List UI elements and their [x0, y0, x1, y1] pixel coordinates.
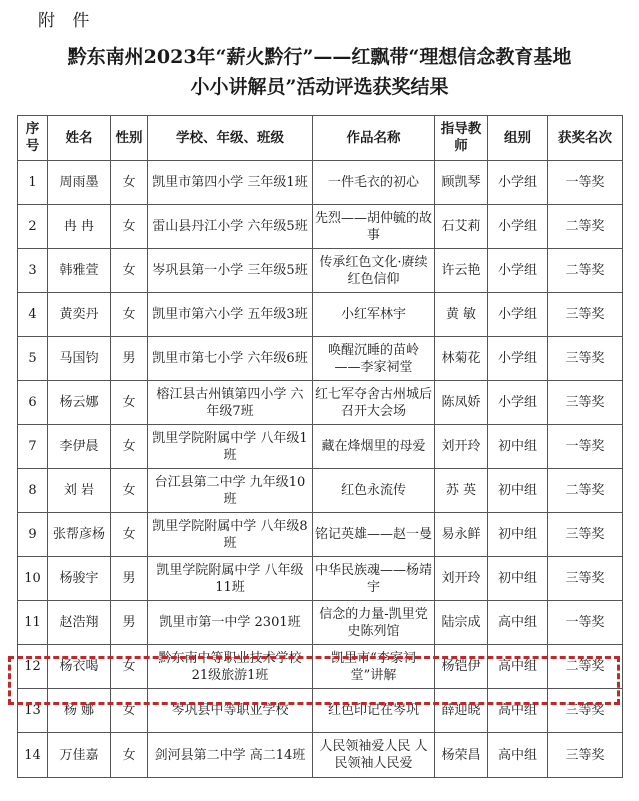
header-cell: 作品名称: [313, 116, 435, 161]
header-cell: 组别: [488, 116, 548, 161]
gender-cell: 女: [111, 425, 148, 469]
group-cell: 高中组: [488, 689, 548, 733]
header-cell: 姓名: [48, 116, 111, 161]
work-title-cell: 红七军夺舍古州城后召开大会场: [313, 381, 435, 425]
gender-cell: 男: [111, 557, 148, 601]
teacher-cell: 刘开玲: [435, 425, 488, 469]
name-cell: 杨 娜: [48, 689, 111, 733]
name-cell: 万佳嘉: [48, 733, 111, 778]
header-cell: 获奖名次: [548, 116, 623, 161]
table-row: [18, 337, 623, 381]
award-cell: 一等奖: [548, 425, 623, 469]
gender-cell: 女: [111, 161, 148, 205]
name-cell: 马国钧: [48, 337, 111, 381]
gender-cell: 女: [111, 733, 148, 778]
group-cell: 小学组: [488, 381, 548, 425]
header-cell: 指导教师: [435, 116, 488, 161]
name-cell: 黄奕丹: [48, 293, 111, 337]
group-cell: 小学组: [488, 205, 548, 249]
school-cell: 剑河县第二中学 高二14班: [148, 733, 313, 778]
award-cell: 三等奖: [548, 337, 623, 381]
name-cell: 周雨墨: [48, 161, 111, 205]
serial-cell: 11: [18, 601, 48, 645]
school-cell: 榕江县古州镇第四小学 六年级7班: [148, 381, 313, 425]
title-line-2: 小小讲解员”活动评选获奖结果: [190, 76, 449, 98]
work-title-cell: 信念的力量-凯里党史陈列馆: [313, 601, 435, 645]
name-cell: 杨骏宇: [48, 557, 111, 601]
teacher-cell: 陆宗成: [435, 601, 488, 645]
document-title: [0, 42, 639, 102]
header-cell: 序号: [18, 116, 48, 161]
name-cell: 赵浩翔: [48, 601, 111, 645]
award-cell: 三等奖: [548, 381, 623, 425]
header-cell: 性别: [111, 116, 148, 161]
serial-cell: 4: [18, 293, 48, 337]
teacher-cell: 许云艳: [435, 249, 488, 293]
table-row: [18, 689, 623, 733]
gender-cell: 男: [111, 337, 148, 381]
gender-cell: 女: [111, 469, 148, 513]
award-cell: 二等奖: [548, 645, 623, 689]
award-cell: 一等奖: [548, 161, 623, 205]
name-cell: 韩雅萱: [48, 249, 111, 293]
serial-cell: 9: [18, 513, 48, 557]
group-cell: 初中组: [488, 557, 548, 601]
teacher-cell: 杨荣昌: [435, 733, 488, 778]
serial-cell: 13: [18, 689, 48, 733]
name-cell: 冉 冉: [48, 205, 111, 249]
group-cell: 高中组: [488, 645, 548, 689]
serial-cell: 14: [18, 733, 48, 778]
table-row: [18, 161, 623, 205]
award-cell: 三等奖: [548, 557, 623, 601]
table-body: [18, 161, 623, 778]
work-title-cell: 红色永流传: [313, 469, 435, 513]
group-cell: 小学组: [488, 337, 548, 381]
serial-cell: 1: [18, 161, 48, 205]
award-cell: 二等奖: [548, 249, 623, 293]
serial-cell: 2: [18, 205, 48, 249]
school-cell: 岑巩县第一小学 三年级5班: [148, 249, 313, 293]
group-cell: 初中组: [488, 469, 548, 513]
teacher-cell: 刘开玲: [435, 557, 488, 601]
school-cell: 台江县第二中学 九年级10班: [148, 469, 313, 513]
title-line-1: 黔东南州2023年“薪火黔行”——红飘带“理想信念教育基地: [67, 46, 572, 68]
school-cell: 凯里学院附属中学 八年级11班: [148, 557, 313, 601]
work-title-cell: 人民领袖爱人民 人民领袖人民爱: [313, 733, 435, 778]
table-header-row: [18, 116, 623, 161]
work-title-cell: 唤醒沉睡的苗岭 ——李家祠堂: [313, 337, 435, 381]
table-row: [18, 469, 623, 513]
teacher-cell: 陈凤娇: [435, 381, 488, 425]
serial-cell: 7: [18, 425, 48, 469]
name-cell: 张帮彦杨: [48, 513, 111, 557]
work-title-cell: 先烈——胡仲毓的故事: [313, 205, 435, 249]
gender-cell: 女: [111, 513, 148, 557]
school-cell: 凯里市第六小学 五年级3班: [148, 293, 313, 337]
teacher-cell: 顾凯琴: [435, 161, 488, 205]
award-cell: 三等奖: [548, 689, 623, 733]
table-row: [18, 733, 623, 778]
serial-cell: 3: [18, 249, 48, 293]
school-cell: 凯里市第四小学 三年级1班: [148, 161, 313, 205]
gender-cell: 女: [111, 645, 148, 689]
group-cell: 初中组: [488, 513, 548, 557]
work-title-cell: 小红军林宇: [313, 293, 435, 337]
gender-cell: 女: [111, 381, 148, 425]
work-title-cell: 藏在烽烟里的母爱: [313, 425, 435, 469]
award-cell: 一等奖: [548, 601, 623, 645]
work-title-cell: 红色印记在岑巩: [313, 689, 435, 733]
school-cell: 凯里市第一中学 2301班: [148, 601, 313, 645]
teacher-cell: 苏 英: [435, 469, 488, 513]
teacher-cell: 易永鲜: [435, 513, 488, 557]
name-cell: 杨衣喝: [48, 645, 111, 689]
award-cell: 二等奖: [548, 469, 623, 513]
group-cell: 高中组: [488, 601, 548, 645]
table-row: [18, 249, 623, 293]
award-cell: 三等奖: [548, 513, 623, 557]
table-row: [18, 645, 623, 689]
teacher-cell: 林菊花: [435, 337, 488, 381]
group-cell: 小学组: [488, 293, 548, 337]
header-cell: 学校、年级、班级: [148, 116, 313, 161]
group-cell: 小学组: [488, 249, 548, 293]
group-cell: 初中组: [488, 425, 548, 469]
group-cell: 小学组: [488, 161, 548, 205]
school-cell: 凯里学院附属中学 八年级1班: [148, 425, 313, 469]
award-cell: 三等奖: [548, 733, 623, 778]
table-row: [18, 601, 623, 645]
school-cell: 黔东南中等职业技术学校 21级旅游1班: [148, 645, 313, 689]
gender-cell: 女: [111, 249, 148, 293]
school-cell: 雷山县丹江小学 六年级5班: [148, 205, 313, 249]
award-cell: 三等奖: [548, 293, 623, 337]
work-title-cell: 一件毛衣的初心: [313, 161, 435, 205]
award-results-table: [17, 115, 623, 778]
name-cell: 刘 岩: [48, 469, 111, 513]
table-row: [18, 557, 623, 601]
teacher-cell: 石艾莉: [435, 205, 488, 249]
work-title-cell: 传承红色文化·赓续红色信仰: [313, 249, 435, 293]
serial-cell: 5: [18, 337, 48, 381]
gender-cell: 女: [111, 205, 148, 249]
teacher-cell: 杨铠伊: [435, 645, 488, 689]
serial-cell: 10: [18, 557, 48, 601]
school-cell: 岑巩县中等职业学校: [148, 689, 313, 733]
school-cell: 凯里学院附属中学 八年级8班: [148, 513, 313, 557]
award-cell: 二等奖: [548, 205, 623, 249]
gender-cell: 女: [111, 689, 148, 733]
serial-cell: 6: [18, 381, 48, 425]
gender-cell: 女: [111, 293, 148, 337]
serial-cell: 8: [18, 469, 48, 513]
name-cell: 杨云娜: [48, 381, 111, 425]
table-row: [18, 205, 623, 249]
work-title-cell: 中华民族魂——杨靖宇: [313, 557, 435, 601]
name-cell: 李伊晨: [48, 425, 111, 469]
table-row: [18, 513, 623, 557]
attachment-label: 附 件: [38, 11, 96, 31]
gender-cell: 男: [111, 601, 148, 645]
school-cell: 凯里市第七小学 六年级6班: [148, 337, 313, 381]
teacher-cell: 薛迎晓: [435, 689, 488, 733]
teacher-cell: 黄 敏: [435, 293, 488, 337]
table-row: [18, 293, 623, 337]
work-title-cell: 凯里市“李家祠堂”讲解: [313, 645, 435, 689]
serial-cell: 12: [18, 645, 48, 689]
group-cell: 高中组: [488, 733, 548, 778]
work-title-cell: 铭记英雄——赵一曼: [313, 513, 435, 557]
table-row: [18, 381, 623, 425]
table-row: [18, 425, 623, 469]
